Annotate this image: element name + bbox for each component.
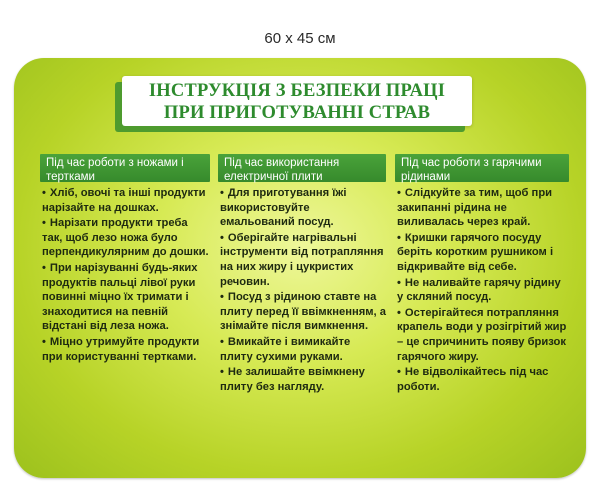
column-header: Під час використання електричної плити xyxy=(218,154,386,182)
list-item: • Для приготування їжі використовуйте емальований посуд. xyxy=(220,186,386,230)
list-item: • При нарізуванні будь-яких продуктів пальці лівої руки повинні міцно їх тримати і знаходитися на певній відстані від леза ножа. xyxy=(42,261,210,334)
list-item: • Не відволікайтесь під час роботи. xyxy=(397,365,569,394)
list-item: • Кришки гарячого посуду беріть коротким рушником і відкривайте від себе. xyxy=(397,231,569,275)
column-header: Під час роботи з гарячими рідинами xyxy=(395,154,569,182)
safety-instruction-board xyxy=(14,58,586,478)
size-label: 60 x 45 см xyxy=(264,30,336,47)
list-item: • Слідкуйте за тим, щоб при закипанні рідина не виливалась через край. xyxy=(397,186,569,230)
title-box xyxy=(122,76,472,126)
list-item: • Не наливайте гарячу рідину у скляний посуд. xyxy=(397,276,569,305)
list-item: • Оберігайте нагрівальні інструменти від потрапляння на них жиру і цукристих речовин. xyxy=(220,231,386,289)
instruction-list xyxy=(395,186,569,394)
column-electric-stove xyxy=(218,154,386,395)
column-hot-liquids xyxy=(395,154,569,395)
list-item: • Міцно утримуйте продукти при користуванні тертками. xyxy=(42,335,210,364)
list-item: • Нарізати продукти треба так, щоб лезо ножа було перпендикулярним до дошки. xyxy=(42,216,210,260)
instruction-list xyxy=(218,186,386,394)
column-header: Під час роботи з ножами і тертками xyxy=(40,154,210,182)
title-line-2: ПРИ ПРИГОТУВАННІ СТРАВ xyxy=(163,103,431,123)
list-item: • Хліб, овочі та інші продукти нарізайте на дошках. xyxy=(42,186,210,215)
instruction-list xyxy=(40,186,210,364)
list-item: • Остерігайтеся потрапляння крапель води у розігрітий жир – це спричинить появу бризок гарячого жиру. xyxy=(397,306,569,364)
title-line-1: ІНСТРУКЦІЯ З БЕЗПЕКИ ПРАЦІ xyxy=(148,81,446,101)
list-item: • Не залишайте ввімкнену плиту без нагляду. xyxy=(220,365,386,394)
list-item: • Вмикайте і вимикайте плиту сухими руками. xyxy=(220,335,386,364)
list-item: • Посуд з рідиною ставте на плиту перед її ввімкненням, а знімайте після вимкнення. xyxy=(220,290,386,334)
column-knives xyxy=(40,154,210,365)
